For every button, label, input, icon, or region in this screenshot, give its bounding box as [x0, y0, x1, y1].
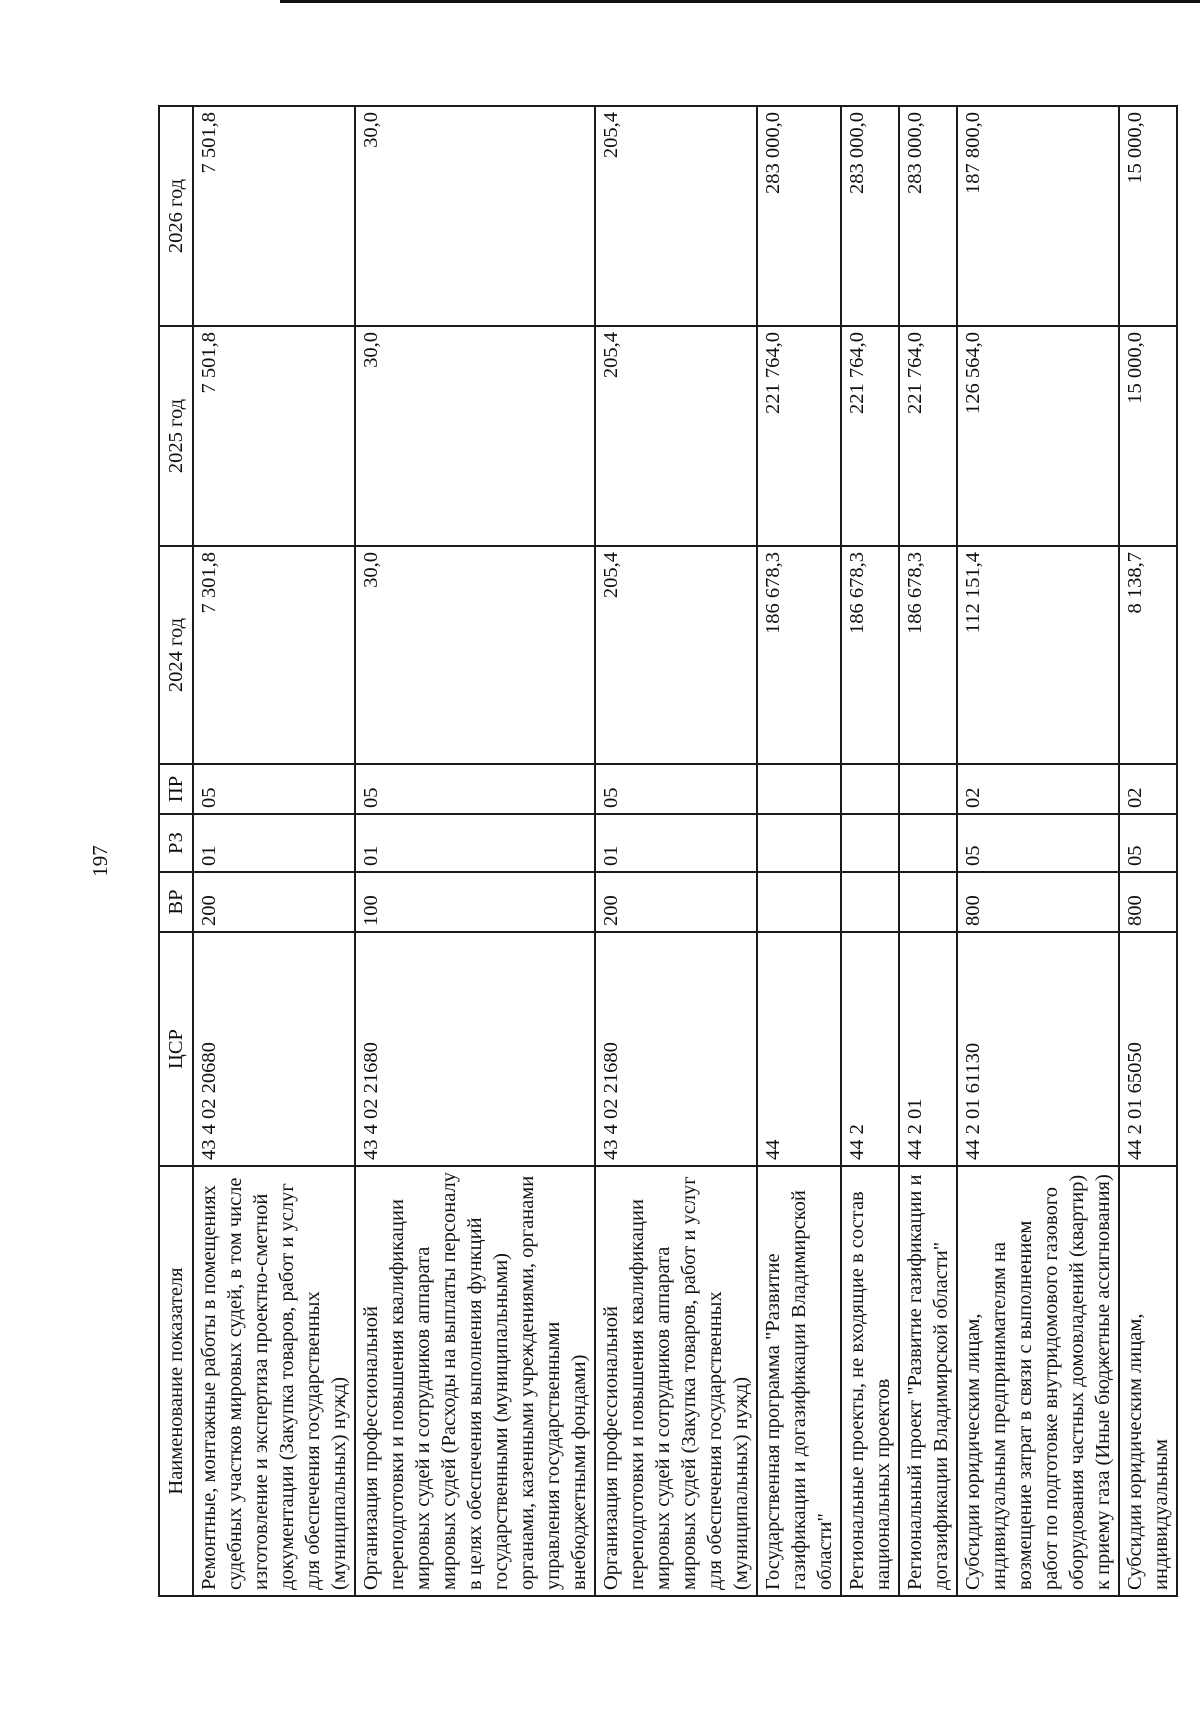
- cell-2024: 7 301,8: [193, 546, 355, 764]
- page-number: 197: [88, 845, 112, 877]
- cell-2024: 8 138,7: [1119, 546, 1177, 764]
- header-2024: 2024 год: [159, 546, 193, 764]
- header-csr: ЦСР: [159, 932, 193, 1166]
- header-vr: ВР: [159, 872, 193, 932]
- table-row: [595, 106, 757, 1596]
- cell-pr: 05: [595, 764, 757, 814]
- cell-csr: 44: [757, 932, 841, 1166]
- cell-name: Государственная программа "Развитие газификации и догазификации Владимирской области": [757, 1166, 841, 1596]
- cell-2026: 283 000,0: [841, 106, 899, 326]
- budget-table: [158, 105, 1178, 1597]
- cell-vr: 200: [595, 872, 757, 932]
- table-row: [355, 106, 595, 1596]
- table-row: [1119, 106, 1177, 1596]
- header-rz: РЗ: [159, 814, 193, 872]
- cell-rz: 05: [957, 814, 1119, 872]
- cell-name: Ремонтные, монтажные работы в помещениях судебных участков мировых судей, в том числе изготовление и экспертиза проектно-сметной документации (Закупка товаров, работ и услуг для обеспечения государственных (муниципальных) нужд): [193, 1166, 355, 1596]
- cell-2026: 15 000,0: [1119, 106, 1177, 326]
- cell-vr: 800: [1119, 872, 1177, 932]
- rotated-table-wrapper: [158, 107, 1172, 1597]
- cell-rz: 01: [595, 814, 757, 872]
- cell-vr: 800: [957, 872, 1119, 932]
- table-row: [193, 106, 355, 1596]
- cell-csr: 43 4 02 20680: [193, 932, 355, 1166]
- cell-rz: [757, 814, 841, 872]
- cell-2024: 30,0: [355, 546, 595, 764]
- cell-2026: 283 000,0: [757, 106, 841, 326]
- cell-rz: 01: [193, 814, 355, 872]
- cell-rz: 01: [355, 814, 595, 872]
- table-row: [841, 106, 899, 1596]
- cell-2025: 7 501,8: [193, 326, 355, 546]
- cell-2025: 205,4: [595, 326, 757, 546]
- cell-rz: 05: [1119, 814, 1177, 872]
- cell-2025: 221 764,0: [899, 326, 957, 546]
- cell-csr: 44 2: [841, 932, 899, 1166]
- table-row: [957, 106, 1119, 1596]
- top-rule: [280, 0, 1200, 3]
- cell-name: Организация профессиональной переподготовки и повышения квалификации мировых судей и сотрудников аппарата мировых судей (Закупка товаров, работ и услуг для обеспечения государственных (муниципальных) нужд): [595, 1166, 757, 1596]
- cell-rz: [899, 814, 957, 872]
- cell-pr: 05: [193, 764, 355, 814]
- header-2025: 2025 год: [159, 326, 193, 546]
- cell-2025: 221 764,0: [841, 326, 899, 546]
- cell-2025: 126 564,0: [957, 326, 1119, 546]
- cell-csr: 43 4 02 21680: [355, 932, 595, 1166]
- header-name: Наименование показателя: [159, 1166, 193, 1596]
- cell-2024: 186 678,3: [757, 546, 841, 764]
- cell-2024: 205,4: [595, 546, 757, 764]
- cell-pr: [899, 764, 957, 814]
- cell-2026: 283 000,0: [899, 106, 957, 326]
- table-row: [899, 106, 957, 1596]
- cell-pr: 02: [957, 764, 1119, 814]
- cell-name: Организация профессиональной переподготовки и повышения квалификации мировых судей и сотрудников аппарата мировых судей (Расходы на выплаты персоналу в целях обеспечения выполнения функций государственными (муниципальными) органами, казенными учреждениями, органами управления государственными внебюджетными фондами): [355, 1166, 595, 1596]
- cell-rz: [841, 814, 899, 872]
- cell-csr: 44 2 01: [899, 932, 957, 1166]
- cell-vr: 200: [193, 872, 355, 932]
- header-2026: 2026 год: [159, 106, 193, 326]
- cell-2025: 30,0: [355, 326, 595, 546]
- cell-pr: [757, 764, 841, 814]
- cell-csr: 44 2 01 61130: [957, 932, 1119, 1166]
- cell-name: Субсидии юридическим лицам, индивидуальным: [1119, 1166, 1177, 1596]
- cell-2024: 186 678,3: [899, 546, 957, 764]
- cell-name: Региональный проект "Развитие газификации и догазификации Владимирской области": [899, 1166, 957, 1596]
- cell-vr: [899, 872, 957, 932]
- cell-2026: 7 501,8: [193, 106, 355, 326]
- cell-vr: [757, 872, 841, 932]
- cell-name: Субсидии юридическим лицам, индивидуальным предпринимателям на возмещение затрат в связи с выполнением работ по подготовке внутридомового газового оборудования частных домовладений (квартир) к приему газа (Иные бюджетные ассигнования): [957, 1166, 1119, 1596]
- cell-vr: [841, 872, 899, 932]
- table-header-row: [159, 106, 193, 1596]
- cell-2025: 15 000,0: [1119, 326, 1177, 546]
- cell-2024: 112 151,4: [957, 546, 1119, 764]
- cell-vr: 100: [355, 872, 595, 932]
- cell-2026: 30,0: [355, 106, 595, 326]
- cell-name: Региональные проекты, не входящие в состав национальных проектов: [841, 1166, 899, 1596]
- table-row: [757, 106, 841, 1596]
- cell-2026: 205,4: [595, 106, 757, 326]
- cell-2024: 186 678,3: [841, 546, 899, 764]
- cell-csr: 43 4 02 21680: [595, 932, 757, 1166]
- cell-pr: [841, 764, 899, 814]
- cell-pr: 05: [355, 764, 595, 814]
- header-pr: ПР: [159, 764, 193, 814]
- cell-pr: 02: [1119, 764, 1177, 814]
- cell-2025: 221 764,0: [757, 326, 841, 546]
- cell-2026: 187 800,0: [957, 106, 1119, 326]
- cell-csr: 44 2 01 65050: [1119, 932, 1177, 1166]
